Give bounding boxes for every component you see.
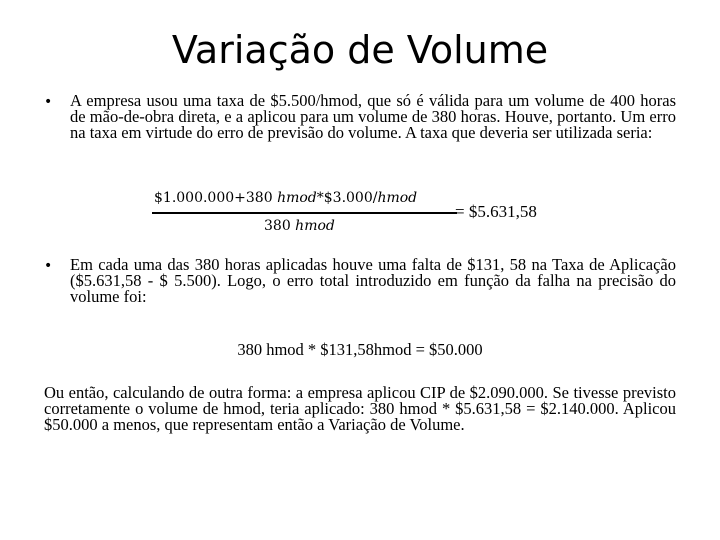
bullet-2: •	[44, 258, 53, 274]
numerator-unit2: hmod	[377, 190, 418, 206]
fraction-bar	[152, 212, 457, 214]
bullet-1: •	[44, 94, 53, 110]
paragraph-taxa: A empresa usou uma taxa de $5.500/hmod, que só é válida para um volume de 400 horas de mão-de-obra direta, e a aplicou para um volume de 380 horas. Houve, portanto. Um erro na taxa em virtude do erro de previsão do volume. A taxa que deveria ser utilizada seria:	[70, 91, 676, 142]
fraction-denominator	[264, 218, 335, 234]
formula-result: = $5.631,58	[455, 202, 537, 221]
fraction-numerator	[154, 190, 417, 206]
denominator-unit: hmod	[295, 218, 335, 234]
numerator-unit1: hmod	[277, 190, 317, 206]
numerator-operator: *	[316, 190, 324, 206]
denominator-value: 380	[264, 218, 296, 234]
formula-erro-total: 380 hmod * $131,58hmod = $50.000	[237, 340, 483, 359]
numerator-part2: $3.000/	[323, 190, 378, 206]
numerator-part1: $1.000.000+380	[154, 190, 278, 206]
slide-title: Variação de Volume	[171, 28, 549, 72]
paragraph-conclusao: Ou então, calculando de outra forma: a empresa aplicou CIP de $2.090.000. Se tivesse previsto corretamente o volume de hmod, teria aplicado: 380 hmod * $5.631,58 = $2.140.000. Aplicou $50.000 a menos, que representam então a Variação de Volume.	[44, 383, 676, 434]
paragraph-falta: Em cada uma das 380 horas aplicadas houve uma falta de $131, 58 na Taxa de Aplicação ($5.631,58 - $ 5.500). Logo, o erro total introduzido em função da falha na precisão do volume foi:	[70, 255, 676, 306]
